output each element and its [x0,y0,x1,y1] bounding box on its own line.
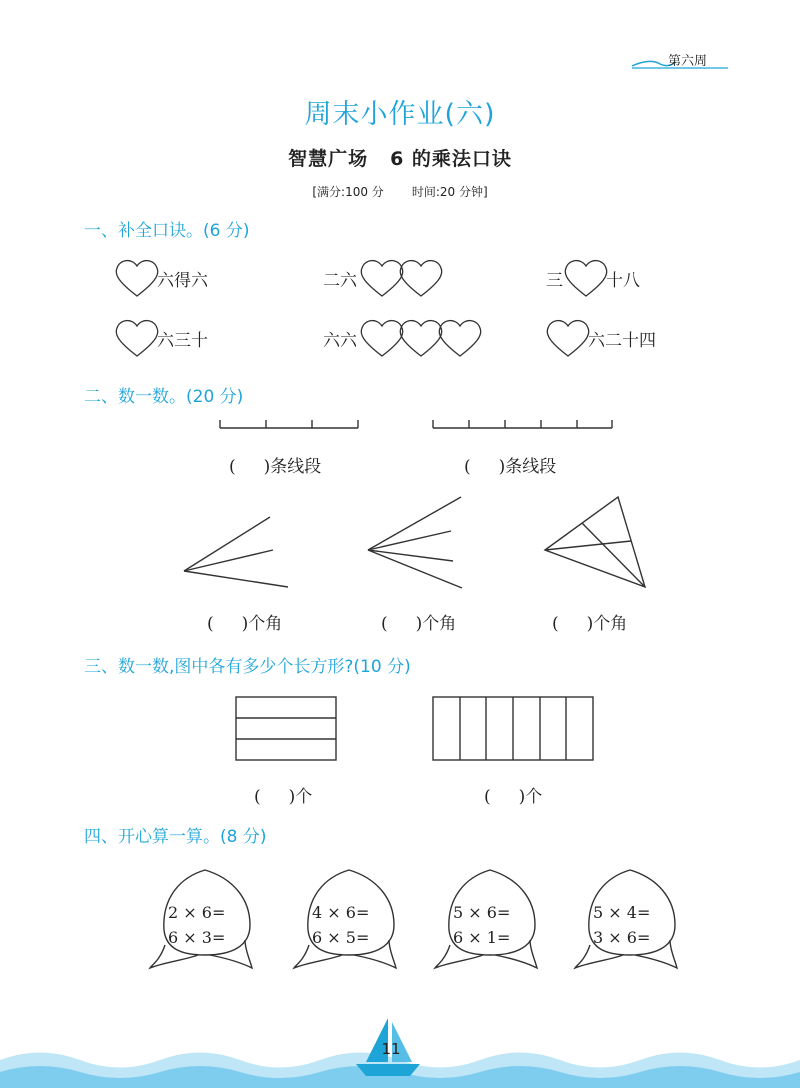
week-label: 第六周 [668,54,708,69]
segment-figure-1 [220,420,358,428]
rectangle-figure-2 [433,697,593,760]
rhyme-item: 六二十四 [588,331,656,351]
rhyme-item: 二六 [323,271,357,291]
exam-info [0,183,800,200]
subtitle-topic: 智慧广场 [288,148,369,170]
peach-problems [593,900,650,950]
heart-blank-icon [547,321,588,356]
rhyme-item: 十八 [606,271,640,291]
problem: 4 × 6= [312,903,370,922]
angle-figure-1 [184,517,288,587]
subtitle [0,144,800,171]
peach-problems [453,900,510,950]
heart-blank-icon [565,261,606,296]
heart-blank-icon [361,261,402,296]
rectangle-answer-2: ( )个 [484,787,543,807]
heart-blank-icon [400,321,441,356]
section-3-title: 三、数一数,图中各有多少个长方形?(10 分) [84,657,411,677]
rhyme-item: 六六 [323,331,357,351]
angle-answer-3: ( )个角 [552,614,628,634]
heart-blank-icon [116,261,157,296]
problem: 5 × 6= [453,903,511,922]
angle-figure-3 [545,497,645,587]
heart-blank-icon [116,321,157,356]
heart-blank-icon [439,321,480,356]
problem: 5 × 4= [593,903,651,922]
page-number: 11 [381,1040,401,1058]
problem: 2 × 6= [168,903,226,922]
subtitle-lesson: 6 的乘法口诀 [390,148,512,170]
angle-answer-1: ( )个角 [207,614,283,634]
heart-blank-icon [400,261,441,296]
heart-blank-icon [361,321,402,356]
rhyme-item: 三 [546,271,563,291]
rectangle-figure-1 [236,697,336,760]
rectangle-answer-1: ( )个 [254,787,313,807]
section-4-title: 四、开心算一算。(8 分) [84,827,267,847]
section-2-title: 二、数一数。(20 分) [84,387,244,407]
rhyme-item: 六得六 [157,271,208,291]
segment-answer-1: ( )条线段 [229,457,322,477]
rhyme-item: 六三十 [157,331,208,351]
angle-answer-2: ( )个角 [381,614,457,634]
angle-figure-2 [368,497,462,588]
page-title: 周末小作业(六) [304,99,496,130]
problem: 3 × 6= [593,928,651,947]
problem: 6 × 1= [453,928,511,947]
full-score: [满分:100 分 [312,185,384,199]
segment-figure-2 [433,420,612,428]
problem: 6 × 3= [168,928,226,947]
segment-answer-2: ( )条线段 [464,457,557,477]
problem: 6 × 5= [312,928,370,947]
section-1-title: 一、补全口诀。(6 分) [84,221,250,241]
peach-problems [168,900,225,950]
time-limit: 时间:20 分钟] [411,185,488,199]
peach-problems [312,900,369,950]
